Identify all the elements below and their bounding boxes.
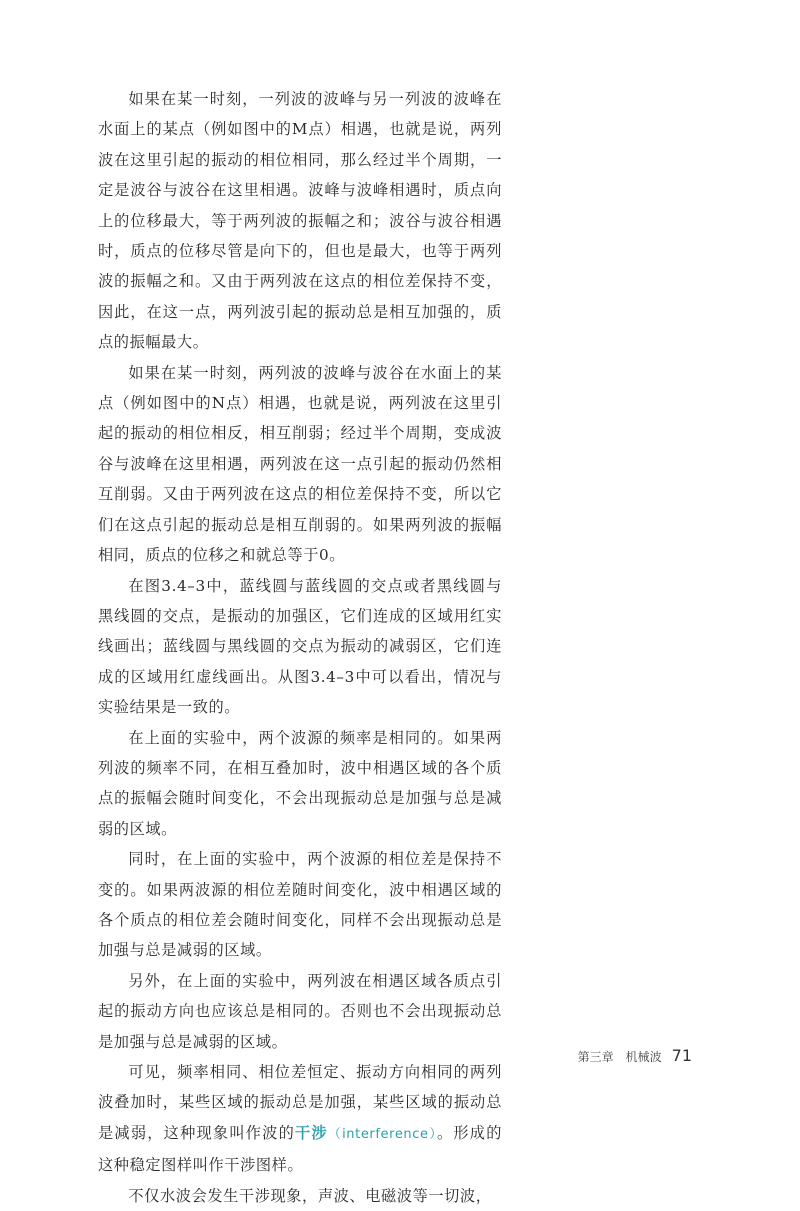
footer-chapter-title: 第三章 机械波 [577,1050,662,1064]
text-column [98,84,502,1211]
paragraph-direction-condition: 另外，在上面的实验中，两列波在相遇区域各质点引起的振动方向也应该总是相同的。否则也不会出现振动总是加强与总是减弱的区域。 [98,971,502,1051]
paragraph-crest-meets-trough: 如果在某一时刻，两列波的波峰与波谷在水面上的某点（例如图中的N点）相遇，也就是说，两列波在这里引起的振动的相位相反，相互削弱；经过半个周期，变成波谷与波峰在这里相遇，两列波在这一点引起的振动仍然相互削弱。又由于两列波在这点的相位差保持不变，所以它们在这点引起的振动总是相互削弱的。如果两列波的振幅相同，质点的位移之和就总等于0。 [98,363,502,565]
interference-text-after: 。形成的这种稳定图样叫作干涉图样。 [98,1123,503,1175]
paragraph-all-waves: 不仅水波会发生干涉现象，声波、电磁波等一切波， [128,1186,492,1205]
paragraph-figure-explanation: 在图3.4–3中，蓝线圆与蓝线圆的交点或者黑线圆与黑线圆的交点，是振动的加强区，它们连成的区域用红实线画出；蓝线圆与黑线圆的交点为振动的减弱区，它们连成的区域用红虚线画出。从图3.4–3中可以看出，情况与实验结果是一致的。 [98,576,502,717]
page-footer [578,1046,692,1065]
interference-term-en: （interference） [327,1126,437,1142]
paragraph-crest-meets-crest: 如果在某一时刻，一列波的波峰与另一列波的波峰在水面上的某点（例如图中的M点）相遇，也就是说，两列波在这里引起的振动的相位相同，那么经过半个周期，一定是波谷与波谷在这里相遇。波峰与波峰相遇时，质点向上的位移最大，等于两列波的振幅之和；波谷与波谷相遇时，质点的位移尽管是向下的，但也是最大，也等于两列波的振幅之和。又由于两列波在这点的相位差保持不变，因此，在这一点，两列波引起的振动总是相互加强的，质点的振幅最大。 [98,90,502,352]
interference-term-zh: 干涉 [295,1123,328,1142]
paragraph-frequency-condition: 在上面的实验中，两个波源的频率是相同的。如果两列波的频率不同，在相互叠加时，波中相遇区域的各个质点的振幅会随时间变化，不会出现振动总是加强与总是减弱的区域。 [98,728,502,838]
paragraph-phase-condition: 同时，在上面的实验中，两个波源的相位差是保持不变的。如果两波源的相位差随时间变化，波中相遇区域的各个质点的相位差会随时间变化，同样不会出现振动总是加强与总是减弱的区域。 [98,850,502,960]
paragraph-interference-definition [98,1057,502,1181]
page-number: 71 [671,1046,692,1065]
interference-text-before: 可见，频率相同、相位差恒定、振动方向相同的两列波叠加时，某些区域的振动总是加强，某些区域的振动总是减弱，这种现象叫作波的 [98,1063,502,1142]
